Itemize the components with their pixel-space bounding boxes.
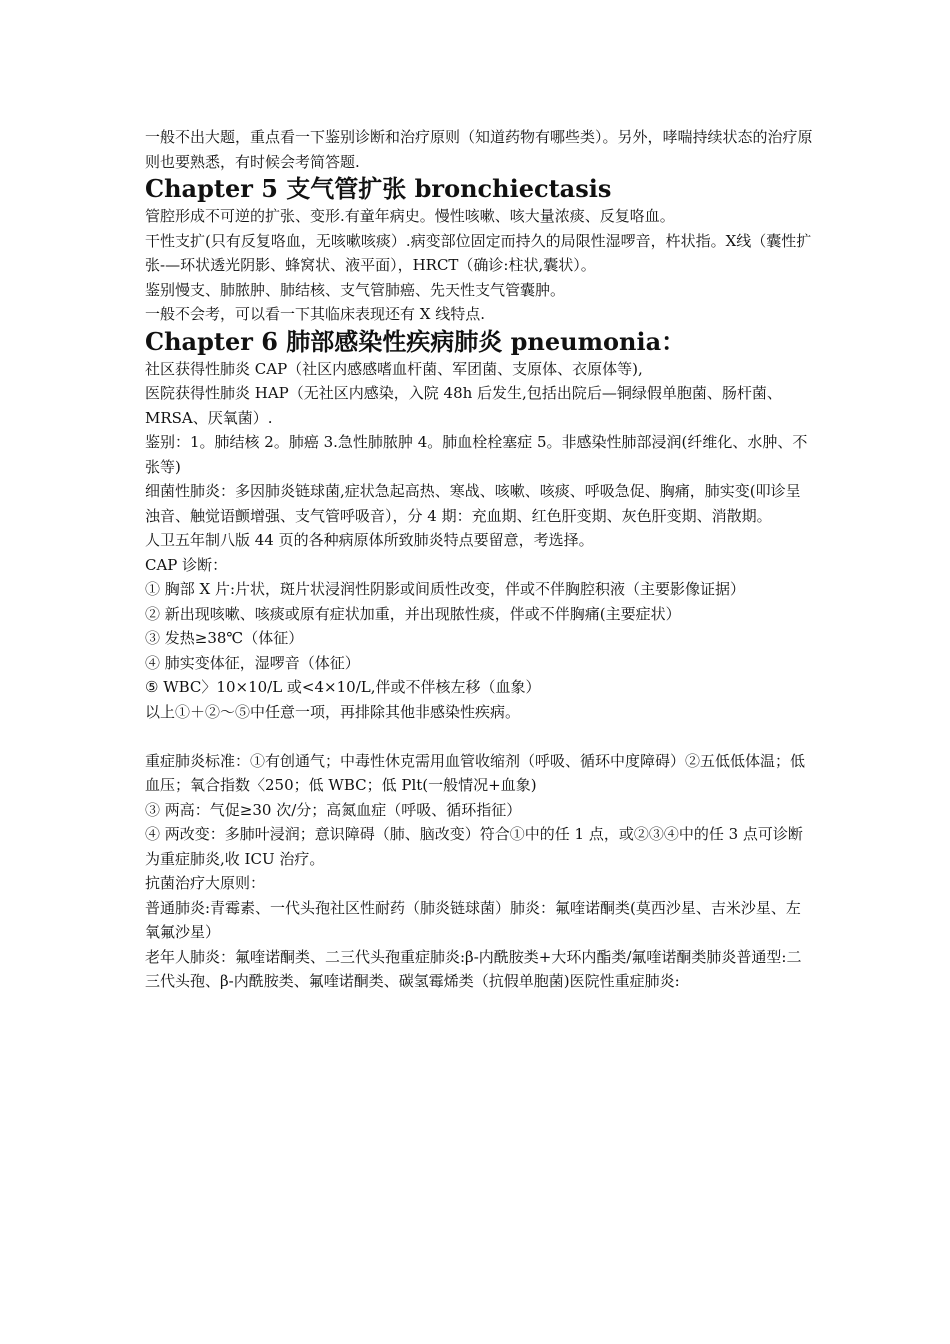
chapter-6-paragraph: 社区获得性肺炎 CAP（社区内感感嗜血杆菌、军团菌、支原体、衣原体等), xyxy=(145,359,643,378)
chapter-6-paragraph: 鉴别：1。肺结核 2。肺癌 3.急性肺脓肿 4。肺血栓栓塞症 5。非感染性肺部浸润(纤维化、水肿、不张等) xyxy=(145,433,808,476)
chapter-6-paragraph: CAP 诊断： xyxy=(145,555,228,574)
antibiotic-principles-heading: 抗菌治疗大原则： xyxy=(145,874,266,892)
antibiotic-paragraph: 老年人肺炎：氟喹诺酮类、二三代头孢重症肺炎:β-内酰胺类+大环内酯类/氟喹诺酮类肺炎普通型:二三代头孢、β-内酰胺类、氟喹诺酮类、碳氢霉烯类（抗假单胞菌)医院性重症肺炎: xyxy=(145,947,802,990)
cap-criterion-1: ① 胸部 X 片:片状，斑片状浸润性阴影或间质性改变，伴或不伴胸腔积液（主要影像证据） xyxy=(145,580,746,598)
chapter-6-paragraph: 医院获得性肺炎 HAP（无社区内感染，入院 48h 后发生,包括出院后—铜绿假单胞菌、肠杆菌、MRSA、厌氧菌）. xyxy=(145,384,782,427)
antibiotic-paragraph: 普通肺炎:青霉素、一代头孢社区性耐药（肺炎链球菌）肺炎：氟喹诺酮类(莫西沙星、吉米沙星、左氧氟沙星） xyxy=(145,898,801,941)
chapter-5-paragraph: 干性支扩(只有反复咯血，无咳嗽咳痰）.病变部位固定而持久的局限性湿啰音，杵状指。X线（囊性扩张-—环状透光阴影、蜂窝状、液平面），HRCT（确诊:柱状,囊状）。 xyxy=(145,231,812,274)
chapter-5-body xyxy=(145,204,815,327)
chapter-5-paragraph: 管腔形成不可逆的扩张、变形.有童年病史。慢性咳嗽、咳大量浓痰、反复咯血。 xyxy=(145,207,675,225)
cap-criteria-summary: 以上①＋②～⑤中任意一项，再排除其他非感染性疾病。 xyxy=(145,702,521,721)
chapter-5-heading: Chapter 5 支气管扩张 bronchiectasis xyxy=(145,174,612,203)
chapter-5-paragraph: 一般不会考，可以看一下其临床表现还有 X 线特点. xyxy=(145,305,485,323)
chapter-6-paragraph: 人卫五年制八版 44 页的各种病原体所致肺炎特点要留意，考选择。 xyxy=(145,531,594,549)
cap-criterion-4: ④ 肺实变体征，湿啰音（体征） xyxy=(145,653,360,672)
chapter-6-paragraph: 细菌性肺炎：多因肺炎链球菌,症状急起高热、寒战、咳嗽、咳痰、呼吸急促、胸痛，肺实变(叩诊呈浊音、触觉语颤增强、支气管呼吸音），分 4 期：充血期、红色肝变期、灰色肝变期、消散期。 xyxy=(145,482,801,525)
severe-pneumonia-paragraph: ③ 两高：气促≥30 次/分；高氮血症（呼吸、循环指征） xyxy=(145,800,522,819)
cap-criterion-5: ⑤ WBC〉10×10/L 或<4×10/L,伴或不伴核左移（血象） xyxy=(145,678,541,696)
chapter-5-paragraph: 鉴别慢支、肺脓肿、肺结核、支气管肺癌、先天性支气管囊肿。 xyxy=(145,280,566,299)
blank-line xyxy=(145,724,815,749)
cap-criterion-3: ③ 发热≥38℃（体征） xyxy=(145,629,304,647)
cap-criterion-2: ② 新出现咳嗽、咳痰或原有症状加重，并出现脓性痰，伴或不伴胸痛(主要症状） xyxy=(145,604,681,623)
chapter-6-body xyxy=(145,357,815,994)
chapter-6-heading: Chapter 6 肺部感染性疾病肺炎 pneumonia： xyxy=(145,326,686,356)
severe-pneumonia-paragraph: 重症肺炎标准：①有创通气；中毒性休克需用血管收缩剂（呼吸、循环中度障碍）②五低低体温；低血压；氧合指数〈250；低 WBC；低 Plt(一般情况+血象) xyxy=(145,751,806,794)
document-page xyxy=(145,125,815,994)
intro-paragraph: 一般不出大题，重点看一下鉴别诊断和治疗原则（知道药物有哪些类）。另外，哮喘持续状态的治疗原则也要熟悉，有时候会考简答题. xyxy=(145,128,813,171)
severe-pneumonia-paragraph: ④ 两改变：多肺叶浸润；意识障碍（肺、脑改变）符合①中的任 1 点，或②③④中的任 3 点可诊断为重症肺炎,收 ICU 治疗。 xyxy=(145,825,803,868)
